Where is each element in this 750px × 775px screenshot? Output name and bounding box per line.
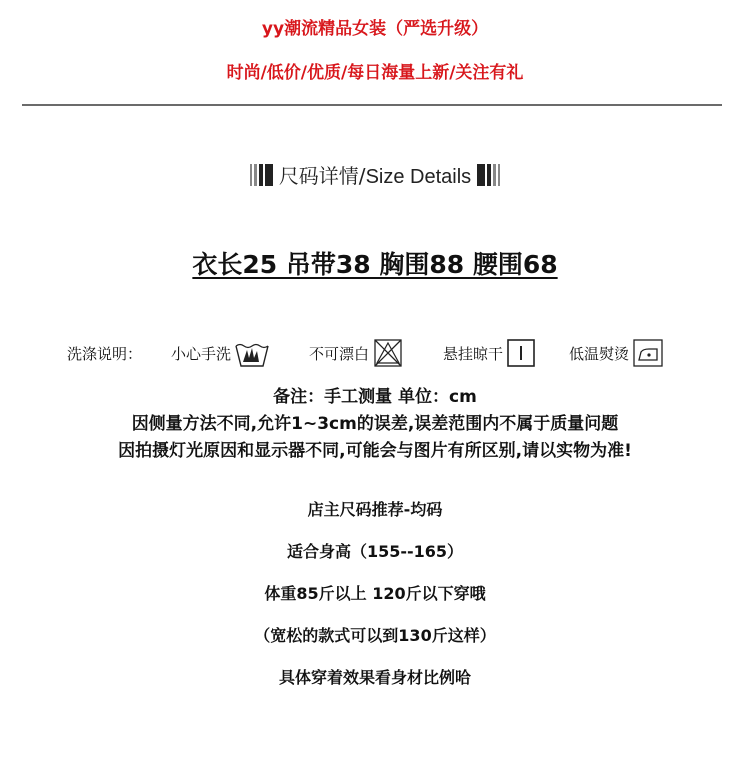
recommendation-note: 具体穿着效果看身材比例哈 <box>278 668 471 687</box>
hand-wash-icon <box>233 338 271 368</box>
measurements: 衣长25 吊带38 胸围88 腰围68 <box>192 250 558 279</box>
size-details-title-en: Size Details <box>365 166 472 188</box>
care-item-line-dry <box>443 336 537 370</box>
note-color-difference: 因拍摄灯光原因和显示器不同,可能会与图片有所区别,请以实物为准! <box>118 441 632 461</box>
care-instructions <box>67 336 707 370</box>
care-item-hand-wash <box>171 336 271 370</box>
header-divider <box>22 104 722 106</box>
recommendation-weight: 体重85斤以上 120斤以下穿哦 <box>264 584 486 603</box>
care-item-no-bleach <box>309 336 405 370</box>
right-bars-icon <box>477 164 500 186</box>
store-title: yy潮流精品女装（严选升级） <box>261 19 489 39</box>
recommendation-height: 适合身高（155--165） <box>286 542 464 561</box>
size-details-header <box>0 160 750 189</box>
care-item-low-iron <box>569 336 665 370</box>
no-bleach-icon <box>371 338 405 368</box>
store-slogan: 时尚/低价/优质/每日海量上新/关注有礼 <box>226 63 524 83</box>
care-label: 洗涤说明： <box>67 344 143 363</box>
note-measurement: 备注：手工测量 单位：cm <box>273 387 477 407</box>
care-item-label: 小心手洗 <box>171 344 232 363</box>
low-iron-icon <box>631 338 665 368</box>
care-item-label: 不可漂白 <box>309 344 370 363</box>
care-item-label: 悬挂晾干 <box>443 344 504 363</box>
note-tolerance: 因侧量方法不同,允许1~3cm的误差,误差范围内不属于质量问题 <box>131 414 619 434</box>
line-dry-icon <box>505 338 537 368</box>
left-bars-icon <box>250 164 273 186</box>
recommendation-loose-fit: （宽松的款式可以到130斤这样） <box>254 626 496 645</box>
size-details-title-cn: 尺码详情/ <box>278 164 366 188</box>
recommendation-title: 店主尺码推荐-均码 <box>307 500 443 519</box>
care-item-label: 低温熨烫 <box>569 344 630 363</box>
